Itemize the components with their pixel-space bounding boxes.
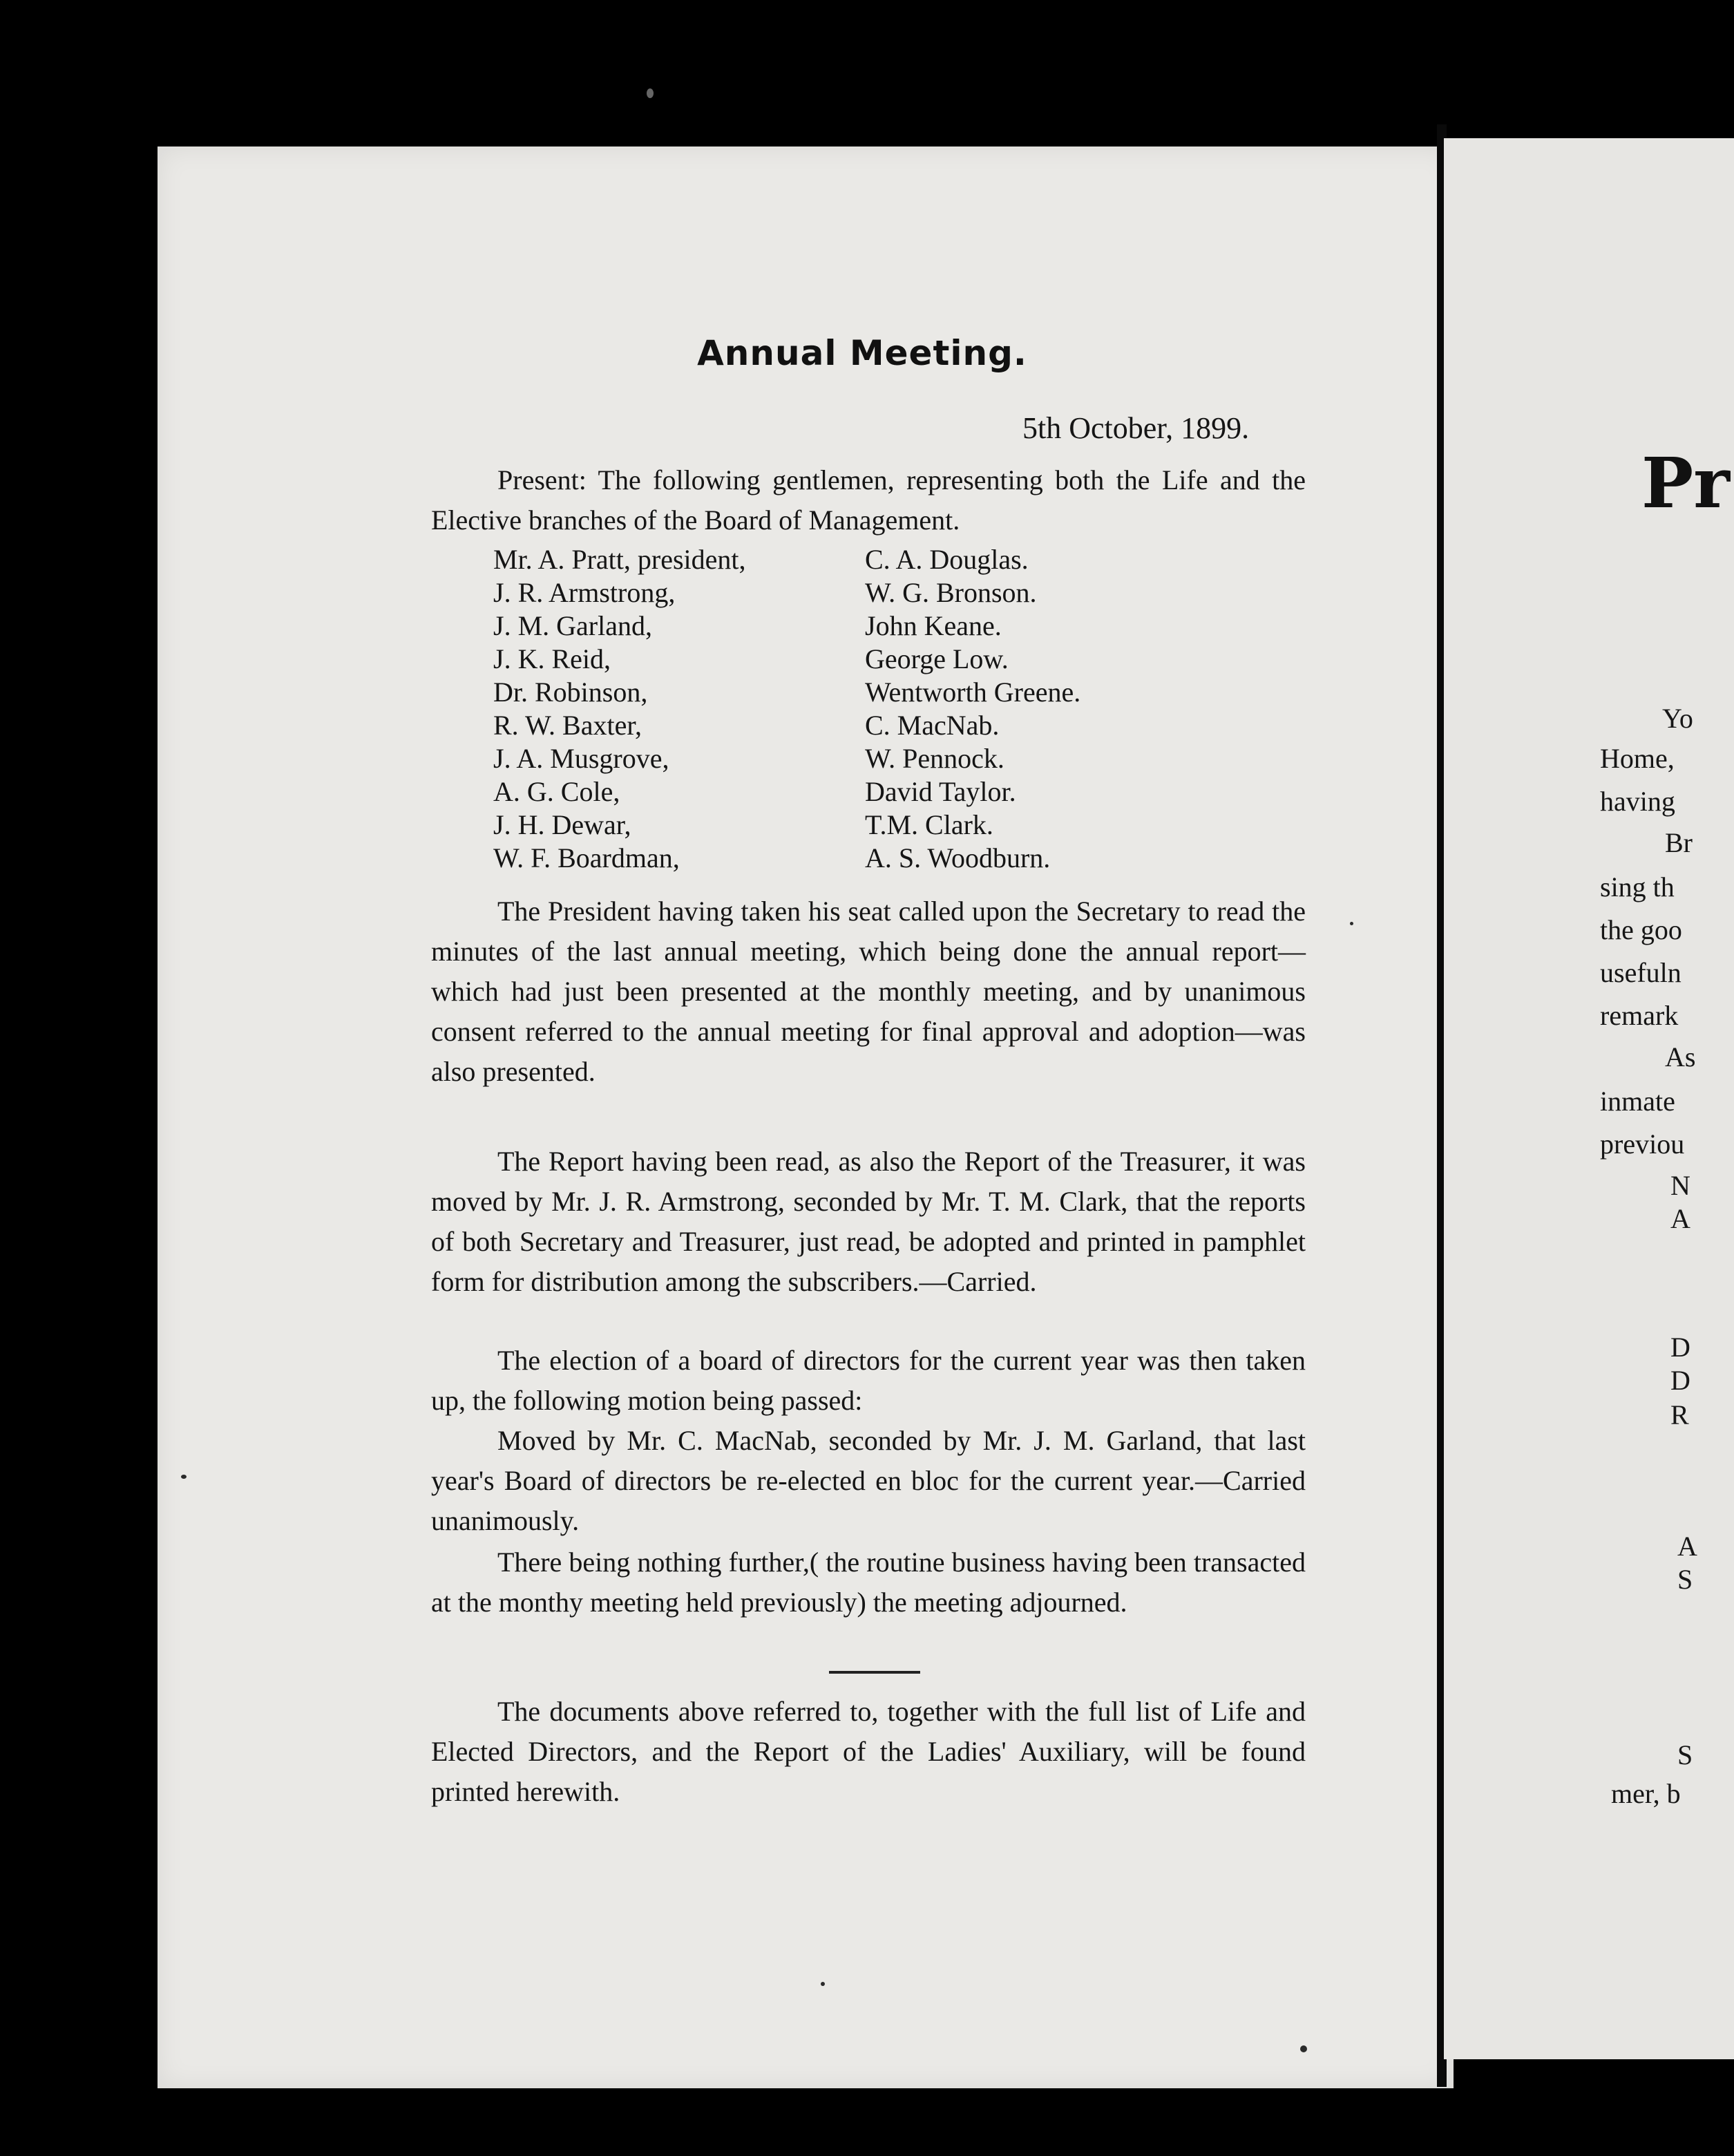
right-page-fragment: usefuln: [1600, 957, 1681, 988]
attendee-name: W. F. Boardman,: [493, 842, 680, 873]
right-page-heading-fragment: Pr: [1641, 442, 1730, 524]
right-page-fragment: Br: [1665, 827, 1693, 858]
dust-speck: [181, 1475, 187, 1479]
right-page-fragment: S: [1677, 1739, 1693, 1770]
right-page-fragment: S: [1677, 1564, 1693, 1595]
right-page-fragment: previou: [1600, 1128, 1685, 1160]
dust-speck: [1300, 2045, 1307, 2052]
attendee-name: Wentworth Greene.: [865, 677, 1081, 708]
attendee-name: W. G. Bronson.: [865, 577, 1037, 608]
intro-paragraph: Present: The following gentlemen, representing both the Life and the Elective branches of the Board of Management.: [431, 464, 1306, 536]
attendee-name: Dr. Robinson,: [493, 677, 648, 708]
meeting-date: 5th October, 1899.: [1022, 411, 1250, 445]
right-page-fragment: inmate: [1600, 1086, 1675, 1117]
attendee-name: David Taylor.: [865, 776, 1016, 807]
attendee-name: C. MacNab.: [865, 710, 1000, 741]
attendee-name: T.M. Clark.: [865, 809, 993, 840]
attendee-list-right: [865, 543, 1080, 875]
attendee-list-left: [493, 543, 746, 875]
right-page-fragment: Home,: [1600, 743, 1675, 774]
attendee-name: A. S. Woodburn.: [865, 842, 1051, 873]
closing-paragraph: The documents above referred to, together with the full list of Life and Elected Directors, and the Report of the Ladies' Auxiliary, will be found printed herewith.: [431, 1696, 1306, 1807]
body-paragraph: There being nothing further,( the routine business having been transacted at the monthy meeting held previously) the meeting adjourned.: [431, 1547, 1306, 1618]
right-page-fragment: the goo: [1600, 914, 1682, 945]
section-divider: [829, 1671, 920, 1674]
body-paragraph: The President having taken his seat called upon the Secretary to read the minutes of the last annual meeting, which being done the annual report—which had just been presented at the monthly meeting, and by unanimous consent referred to the annual meeting for final approval and adoption—was also presented.: [431, 896, 1306, 1087]
page-title: Annual Meeting.: [697, 333, 1027, 373]
right-page-fragment: As: [1665, 1041, 1696, 1072]
dust-speck: [1350, 922, 1353, 925]
right-page-fragment: sing th: [1600, 871, 1675, 902]
right-page-fragment: A: [1677, 1531, 1697, 1562]
attendee-name: C. A. Douglas.: [865, 544, 1029, 575]
right-page-fragment: D: [1670, 1332, 1690, 1363]
dust-speck: [647, 88, 654, 98]
attendee-name: W. Pennock.: [865, 743, 1004, 774]
dust-speck: [821, 1982, 825, 1986]
attendee-name: J. A. Musgrove,: [493, 743, 669, 774]
attendee-name: A. G. Cole,: [493, 776, 620, 807]
right-page-fragment: D: [1670, 1365, 1690, 1396]
attendee-name: George Low.: [865, 643, 1009, 674]
right-page-fragment: R: [1670, 1399, 1689, 1430]
attendee-name: J. H. Dewar,: [493, 809, 631, 840]
attendee-name: J. K. Reid,: [493, 643, 611, 674]
attendee-name: J. M. Garland,: [493, 610, 652, 641]
attendee-name: J. R. Armstrong,: [493, 577, 676, 608]
attendee-name: Mr. A. Pratt, president,: [493, 544, 746, 575]
right-page-fragment: remark: [1600, 1000, 1679, 1031]
attendee-name: R. W. Baxter,: [493, 710, 642, 741]
right-page: [1444, 138, 1734, 2059]
right-page-fragment: A: [1670, 1203, 1690, 1234]
right-page-fragment: N: [1670, 1170, 1690, 1201]
right-page-fragment: Yo: [1662, 703, 1693, 734]
body-paragraph: The Report having been read, as also the Report of the Treasurer, it was moved by Mr. J. R. Armstrong, seconded by Mr. T. M. Clark, that the reports of both Secretary and Treasurer, just read, be adopted and printed in pamphlet form for distribution among the subscribers.—Carried.: [431, 1146, 1306, 1297]
right-page-fragment: mer, b: [1611, 1778, 1681, 1809]
right-page-fragment: having: [1600, 786, 1675, 817]
body-paragraph: Moved by Mr. C. MacNab, seconded by Mr. J. M. Garland, that last year's Board of directors be re-elected en bloc for the current year.—Carried unanimously.: [431, 1425, 1306, 1536]
body-paragraph: The election of a board of directors for the current year was then taken up, the following motion being passed:: [431, 1345, 1306, 1416]
attendee-name: John Keane.: [865, 610, 1002, 641]
